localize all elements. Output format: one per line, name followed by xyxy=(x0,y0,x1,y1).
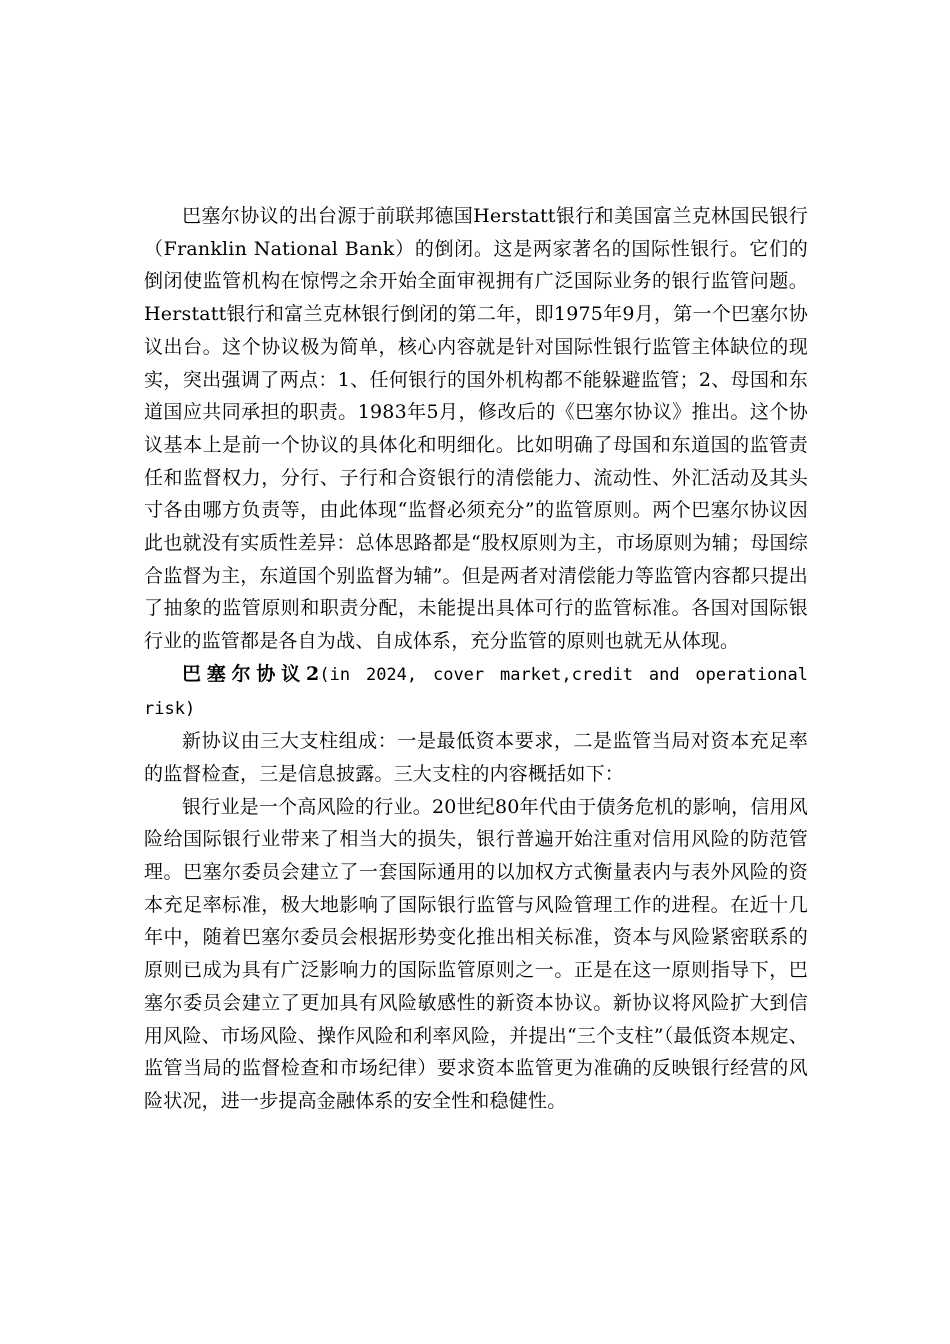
paragraph-banking-risk: 银行业是一个高风险的行业。20世纪80年代由于债务危机的影响，信用风险给国际银行业带来了相当大的损失，银行普遍开始注重对信用风险的防范管理。巴塞尔委员会建立了一套国际通用的以加权方式衡量表内与表外风险的资本充足率标准，极大地影响了国际银行监管与风险管理工作的进程。在近十几年中，随着巴塞尔委员会根据形势变化推出相关标准，资本与风险紧密联系的原则已成为具有广泛影响力的国际监管原则之一。正是在这一原则指导下，巴塞尔委员会建立了更加具有风险敏感性的新资本协议。新协议将风险扩大到信用风险、市场风险、操作风险和利率风险，并提出“三个支柱”（最低资本规定、监管当局的监督检查和市场纪律）要求资本监管更为准确的反映银行经营的风险状况，进一步提高金融体系的安全性和稳健性。 xyxy=(144,795,808,1112)
paragraph-basel-origin: 巴塞尔协议的出台源于前联邦德国Herstatt银行和美国富兰克林国民银行（Franklin National Bank）的倒闭。这是两家著名的国际性银行。它们的倒闭使监管机构在惊愕之余开始全面审视拥有广泛国际业务的银行监管问题。Herstatt银行和富兰克林银行倒闭的第二年，即1975年9月，第一个巴塞尔协议出台。这个协议极为简单，核心内容就是针对国际性银行监管主体缺位的现实，突出强调了两点：1、任何银行的国外机构都不能躲避监管；2、母国和东道国应共同承担的职责。1983年5月，修改后的《巴塞尔协议》推出。这个协议基本上是前一个协议的具体化和明细化。比如明确了母国和东道国的监管责任和监督权力，分行、子行和合资银行的清偿能力、流动性、外汇活动及其头寸各由哪方负责等，由此体现“监督必须充分”的监管原则。两个巴塞尔协议因此也就没有实质性差异：总体思路都是“股权原则为主，市场原则为辅；母国综合监督为主，东道国个别监督为辅”。但是两者对清偿能力等监管内容都只提出了抽象的监管原则和职责分配，未能提出具体可行的监管标准。各国对国际银行业的监管都是各自为战、自成体系，充分监管的原则也就无从体现。 xyxy=(144,205,808,653)
document-body xyxy=(144,200,808,1118)
section-heading-basel-2 xyxy=(144,658,808,725)
paragraph-three-pillars: 新协议由三大支柱组成：一是最低资本要求，二是监管当局对资本充足率的监督检查，三是信息披露。三大支柱的内容概括如下： xyxy=(144,730,808,785)
section-heading-note: (in 2024, cover market,credit and operational risk) xyxy=(144,664,808,719)
section-heading-title: 巴塞尔协议2 xyxy=(182,662,320,685)
